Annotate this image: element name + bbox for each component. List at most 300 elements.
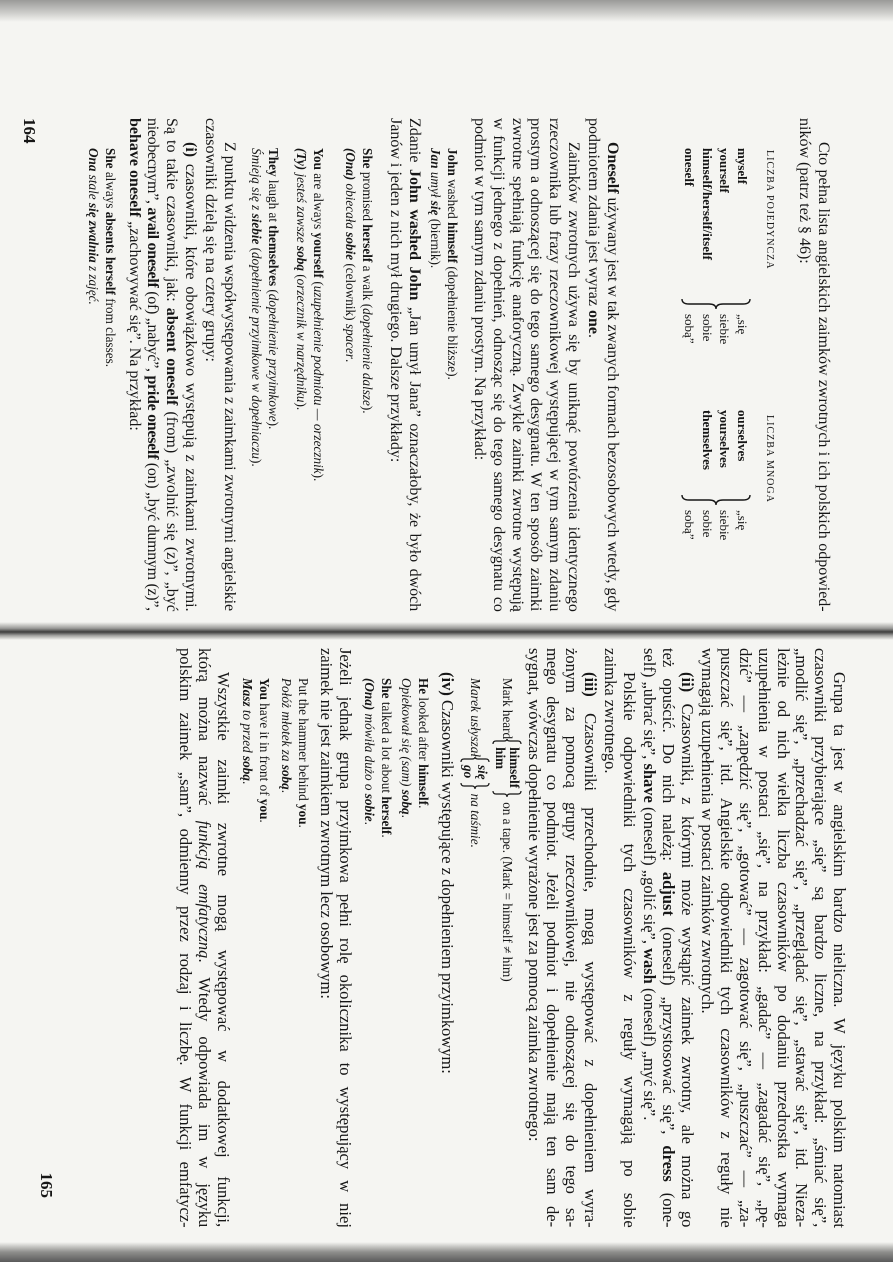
polish-equivalent: siebie [717,314,733,345]
pronoun: oneself [682,148,698,187]
text-segment: żonym za pomocą grupy rzeczownikowej, nie odnoszącej się do tego sa- [562,648,582,1228]
text-line [295,678,312,1228]
text-line [600,648,619,1228]
text-segment: . [416,805,431,809]
text-segment: polskim zaimek „sam”, odmienny przez rodzaj i liczbę. W funkcji emfatycz- [176,648,196,1228]
text-segment: (i) [182,142,199,158]
jezeli-paragraph [316,648,354,1228]
text-line-content [219,142,238,611]
text-line-content [561,648,580,1227]
text-segment: sobie [343,232,359,261]
text-line-content [295,678,312,828]
book-gutter [0,622,893,640]
text-segment: ( [249,244,265,253]
text-line [213,648,232,1228]
text-line-content [361,678,378,825]
text-segment: (of) „nabyć”, [144,287,162,376]
text-segment: się [428,200,444,216]
text-line-content [792,648,811,1227]
text-segment: Ona [86,148,102,172]
text-segment: podmiot w tym samym zdaniu prostym. Na przykład: [471,118,489,461]
text-segment: zaimka zwrotnego. [601,648,621,774]
text-segment: She [103,148,118,169]
text-line-content [143,118,162,611]
text-segment: Zdanie [406,118,423,169]
text-line-content [180,142,199,612]
text-line [773,648,792,1228]
text-line-content [415,678,432,808]
text-line-content [427,148,444,268]
option: się [475,765,490,780]
text-line-content [398,678,415,818]
text-segment: Cto pełna lista angielskich zaimków zwrotnych i ich polskich odpowied- [815,142,832,612]
text-segment: You [311,148,326,170]
group-i-paragraph [124,118,199,612]
grupa-paragraph [698,648,848,1228]
text-line-content [437,672,456,1074]
text-line-content [85,148,102,305]
text-segment: to przed [240,709,256,757]
text-segment: Wszystkie zaimki zwrotne mogą występować w dodatkowej funkcji, [214,672,233,1228]
polish-equivalent: „się [735,510,750,531]
text-segment: Połóż młotek za [279,678,295,765]
text-line-content [310,148,327,481]
text-segment: prostym a odnoszącej się do tego samego desygnatu. W ten sposób zaimki [527,118,545,612]
text-segment: always [103,168,118,212]
text-segment: umył [428,171,444,198]
text-line [563,118,582,612]
text-line-content [161,118,180,612]
text-segment: zwrotne spełniają funkcję anaforyczną. Zwykle zaimki zwrotne występują [508,118,526,612]
text-segment: laugh at [266,176,281,226]
pronoun: yourselves [717,410,733,468]
example-1 [427,118,460,612]
text-line-content [813,142,832,612]
text-line [200,118,219,612]
emphatic-paragraph [176,648,232,1228]
text-line-content [385,118,404,462]
text-segment: sygnat, wówczas dopełnienie wyrażone jest za pomocą zaimka zwrotnego: [524,648,544,1142]
text-segment: czasowniki przybierające „się” są bardzo liczne, na przykład: „śmiać się”, [811,648,831,1228]
text-segment: (ii) [678,672,697,693]
text-line [180,118,199,612]
page-number: 165 [37,1172,56,1198]
text-line [829,648,848,1228]
text-line [677,648,696,1228]
example-7 [361,648,394,1228]
text-segment: wash [640,948,660,984]
example-9 [239,648,272,1228]
text-segment: . Wtedy odpowiada im w języku [195,958,215,1228]
text-segment: dress [659,1145,679,1182]
text-line [716,648,735,1228]
text-line-content [278,678,295,793]
text-segment: (one- [659,1181,679,1228]
text-segment: . [399,814,415,818]
text-line [398,678,415,1228]
text-segment: z zajęć. [86,266,102,305]
text-line-content [698,648,717,1014]
text-line [444,148,461,612]
brace-right-icon [460,782,490,790]
text-line [544,118,563,612]
singular-header: LICZBA POJEDYNCZA [764,150,775,270]
text-line-content [239,678,256,784]
polish-equivalent: „się [735,314,750,335]
text-line-content [488,118,507,612]
text-line [437,648,456,1228]
text-line-content [213,672,232,1227]
text-segment: promised [360,168,375,225]
text-segment: Oneself [604,142,621,194]
text-segment: uzupełnienia w postaci „się”, na przykład: „gadać” — „zagadać się”, „pę- [754,648,774,1228]
text-line [85,148,102,612]
text-segment: zaimek nie jest zaimkiem zwrotnym lecz osobowym: [317,648,337,999]
text-segment: ). [249,458,265,467]
text-line [698,648,717,1228]
text-line-content [176,648,195,1228]
text-segment: ( [266,286,281,294]
text-line-content [316,648,335,999]
brace-icon [681,298,751,310]
text-line-content [293,148,310,410]
text-segment: Polskie odpowiedniki tych czasowników z reguły wymagają po sobie [620,672,639,1228]
text-segment: leżnie od nich wielka liczba czasowników po dodaniu przedrostka wymaga [773,648,793,1228]
brace-icon [681,494,751,506]
option: himself [507,747,522,789]
text-segment: a walk ( [360,262,375,309]
text-segment: (on) „być dumnym (z)”, [144,459,162,611]
text-segment: himself [416,764,431,806]
groups-paragraph [200,118,238,612]
scan-edge-bottom [0,1242,893,1262]
text-segment: Opiekował się (sam) [399,678,415,790]
text-segment: mego desygnatu co podmiot. Jeżeli podmiot i dopełnienie mają ten sam de- [543,648,563,1228]
singular-pronouns [681,148,751,260]
polish-equivalent: sobą” [682,314,698,344]
text-segment: sobą [399,789,415,815]
text-segment: pride oneself [144,375,162,460]
text-line-content [248,148,265,467]
example-text: on a tape. (Mark = himself ≠ him) [500,802,515,982]
text-segment: Z punktu widzenia współwystępowania z zaimkami zwrotnymi angielskie [221,142,238,612]
text-segment: . [240,780,256,785]
text-line [219,118,238,612]
example-6 [398,648,431,1228]
pronoun: ourselves [735,410,750,462]
text-segment: ( [294,270,310,279]
reflexive-paragraph [469,118,582,612]
text-segment: yourself [311,232,326,279]
text-line [580,648,599,1228]
text-segment: you [296,804,311,825]
text-segment: herself [379,796,394,835]
text-line-content [583,118,602,338]
text-segment: himself [445,222,460,264]
text-line-content [773,648,792,1228]
text-line-content [600,648,619,774]
text-segment: herself [360,224,375,263]
text-line [256,678,273,1228]
text-line-content [469,118,488,460]
text-line [194,648,213,1228]
text-line-content [580,672,599,1228]
text-segment: też opuścić. Do nich należą: [659,648,679,872]
text-line-content [716,648,735,1228]
pronoun: myself [735,148,750,185]
text-segment: wymagają uzupełnienia w postaci zaimków zwrotnych. [698,648,718,1014]
intro-paragraph [794,118,832,612]
text-line [754,648,773,1228]
text-line-content [256,678,273,823]
text-segment: ników (patrz też § 46): [796,118,814,264]
text-line [813,118,832,612]
group-iii-paragraph [524,648,599,1228]
zdanie-paragraph [385,118,423,612]
text-segment: (oneself) „myć się”. [640,983,660,1121]
text-segment: sobie [362,793,378,822]
text-segment: self) „ubrać się”, [640,648,660,764]
text-segment: stale [86,174,102,200]
text-line [335,648,354,1228]
text-line [427,148,444,612]
example-3 [293,118,326,612]
text-segment: funkcją emfatyczną [195,820,215,959]
text-line-content [602,142,621,611]
text-line-content [265,148,282,429]
text-segment: You [257,678,272,700]
text-segment: nieobecnym”, [144,118,162,208]
text-line-content [444,148,461,380]
text-line [415,678,432,1228]
text-line [385,118,404,612]
text-segment: . [379,834,394,838]
brace-right-icon [492,790,522,798]
text-segment: Zaimków zwrotnych używa się by uniknąć powtórzenia identycznego [565,142,582,612]
text-segment: obiecała [343,183,359,229]
oneself-paragraph [583,118,621,612]
text-segment: siebie [249,213,265,245]
polish-equivalent: sobie [700,314,715,342]
text-line-content [359,148,376,414]
text-segment: adjust [659,871,679,916]
text-segment: Masz [240,678,256,707]
text-segment: „modlić się”, „przechadzać się”, „przeglądać się”, „stawać się”, itd. Nieza- [792,648,812,1228]
example-5 [85,118,118,612]
text-segment: dopełnienie przyimkowe w dopełniaczu [249,252,265,459]
mark-example-pl [460,678,490,848]
example-4 [248,118,281,612]
text-line-content [378,678,395,838]
text-line [265,148,282,612]
text-line [248,148,265,612]
text-segment: Śmieją się z [249,148,265,214]
text-line-content [640,648,659,1120]
text-line [524,648,543,1228]
polskie-paragraph [600,648,638,1228]
text-segment: sobą [294,246,310,271]
text-line [602,118,621,612]
text-segment: . [279,789,295,794]
text-line-content [526,118,545,611]
text-line [143,118,162,612]
text-segment: spacer [343,323,359,359]
text-segment: one [585,309,603,334]
text-line-content [754,648,773,1228]
text-segment: ). [266,421,281,430]
text-segment: . [296,824,311,828]
reflexive-pronoun-table [665,118,775,612]
text-line-content [794,118,813,264]
text-segment: have it in front of [257,700,272,799]
text-segment: talked a lot about [379,698,394,797]
text-line-content [124,118,143,431]
text-segment: Jan [428,148,444,169]
text-segment: w funkcji jednego z dopełnień, odnosząc się do tego samego desygnatu co [489,118,507,612]
text-line-content [524,648,543,1141]
text-segment: mówiła dużo o [362,713,378,794]
text-segment: (celownik) [343,260,359,324]
text-segment: Jeżeli jednak grupa przyimkowa pełni rolę okolicznika to występujący w niej [336,648,355,1228]
text-segment: dopełnienie dalsze [360,308,375,406]
text-segment: washed [445,175,460,223]
text-line-content [619,672,638,1228]
text-segment: ). [294,402,310,411]
text-line-content [563,142,582,612]
polish-equivalent: sobą” [682,510,698,540]
text-line-content [342,148,359,362]
text-segment: ). [311,473,326,482]
text-segment: Są to takie czasowniki, jak: [163,118,181,308]
text-segment: looked after [416,694,431,765]
example-8 [278,648,311,1228]
text-line [526,118,545,612]
text-segment: are always [311,170,326,233]
text-segment: . [257,819,272,823]
mark-example-en [492,678,522,982]
text-segment: absents herself [103,211,118,295]
page-165 [22,648,852,1228]
text-line [507,118,526,612]
text-line [543,648,562,1228]
text-line [583,118,602,612]
text-line-content [335,648,354,1228]
text-line [792,648,811,1228]
text-segment: którą można nazwać [195,648,215,821]
text-segment: Janów i jeden z nich mył drugiego. Dalsze przykłady: [387,118,405,463]
text-line [404,118,423,612]
text-segment: jesteś zawsze [294,173,310,243]
text-segment: Grupa ta jest w angielskim bardzo nieliczna. W języku polskim natomiast [830,672,849,1228]
text-line [488,118,507,612]
text-segment: shave [640,763,660,803]
text-line [735,648,754,1228]
text-segment: from classes. [103,294,118,368]
text-line-content [735,648,754,1227]
text-line-content [829,672,848,1228]
text-segment: (iv) [438,672,457,696]
text-line [378,678,395,1228]
text-segment: themselves [266,225,281,287]
group-iv-paragraph [437,648,456,1228]
text-segment: dopełnienie przyimkowe [266,293,281,422]
brace-left-icon [492,739,522,745]
text-segment: podmiotem zdania jest wyraz [585,118,603,310]
example-text: na taśmie. [468,793,483,848]
text-segment: you [257,798,272,820]
text-segment: ). [360,405,375,414]
text-segment: behave oneself [125,118,143,218]
text-line [794,118,813,612]
text-segment: Czasowniki występujące z dopełnieniem przyimkowym: [438,695,457,1074]
text-segment: absent oneself [163,307,181,406]
plural-polish [681,510,751,540]
text-line [161,118,180,612]
text-line [176,648,195,1228]
text-line [316,648,335,1228]
example-text: Mark heard [500,678,515,740]
text-line-content [543,648,562,1227]
text-segment: uzupełnienie podmiotu — orzecznik [311,285,326,474]
text-line [810,648,829,1228]
text-line-content [544,118,563,611]
plural-header: LICZBA MNOGA [764,415,775,503]
example-text: Marek usłyszał [468,678,483,757]
text-segment: John washed John [406,168,423,301]
text-segment: „zachowywać się”. Na przykład: [125,217,143,431]
text-line-content [102,148,119,367]
text-line-content [194,648,213,1227]
text-segment: (Ona) [343,148,359,181]
text-segment: She [360,148,375,169]
pronoun: yourself [717,148,733,193]
text-segment: rzeczownika lub frazy rzeczownikowej występującej w tym samym zdaniu [546,118,564,612]
text-segment: (dopełnienie bliższe). [445,263,460,380]
text-segment: (oneself) „golić się”, [640,802,660,949]
page-number: 164 [20,118,39,144]
text-segment: She [379,678,394,699]
text-segment: Put the hammer behind [296,678,311,804]
text-segment: czasowniki dzielą się na cztery grupy: [202,118,220,362]
brace-left-icon [460,757,490,763]
text-segment: . [343,359,359,363]
text-line [561,648,580,1228]
text-segment: He [416,678,431,695]
text-line [361,678,378,1228]
text-segment: sobą [240,756,256,781]
text-line [619,648,638,1228]
text-line [359,148,376,612]
text-segment: . [585,333,603,338]
text-segment: ( [311,278,326,286]
pronoun: himself/herself/itself [700,148,715,260]
text-line-content [658,648,677,1228]
text-segment: John [445,148,460,176]
text-segment: (iii) [581,672,600,697]
text-segment: avail oneself [144,207,162,288]
text-line [293,148,310,612]
text-segment: (oneself) „przystosować się”, [659,915,679,1146]
text-segment: Czasowniki, z którymi może wystąpić zaimek zwrotny, ale można go [678,692,697,1228]
text-line [640,648,659,1228]
text-segment: używany jest w tak zwanych formach bezosobowych wtedy, gdy [604,193,621,612]
text-line [342,148,359,612]
text-line [239,678,256,1228]
text-line-content [677,672,696,1227]
polish-equivalent: siebie [717,510,733,541]
text-line-content [507,118,526,612]
polish-equivalent: sobie [700,510,715,538]
